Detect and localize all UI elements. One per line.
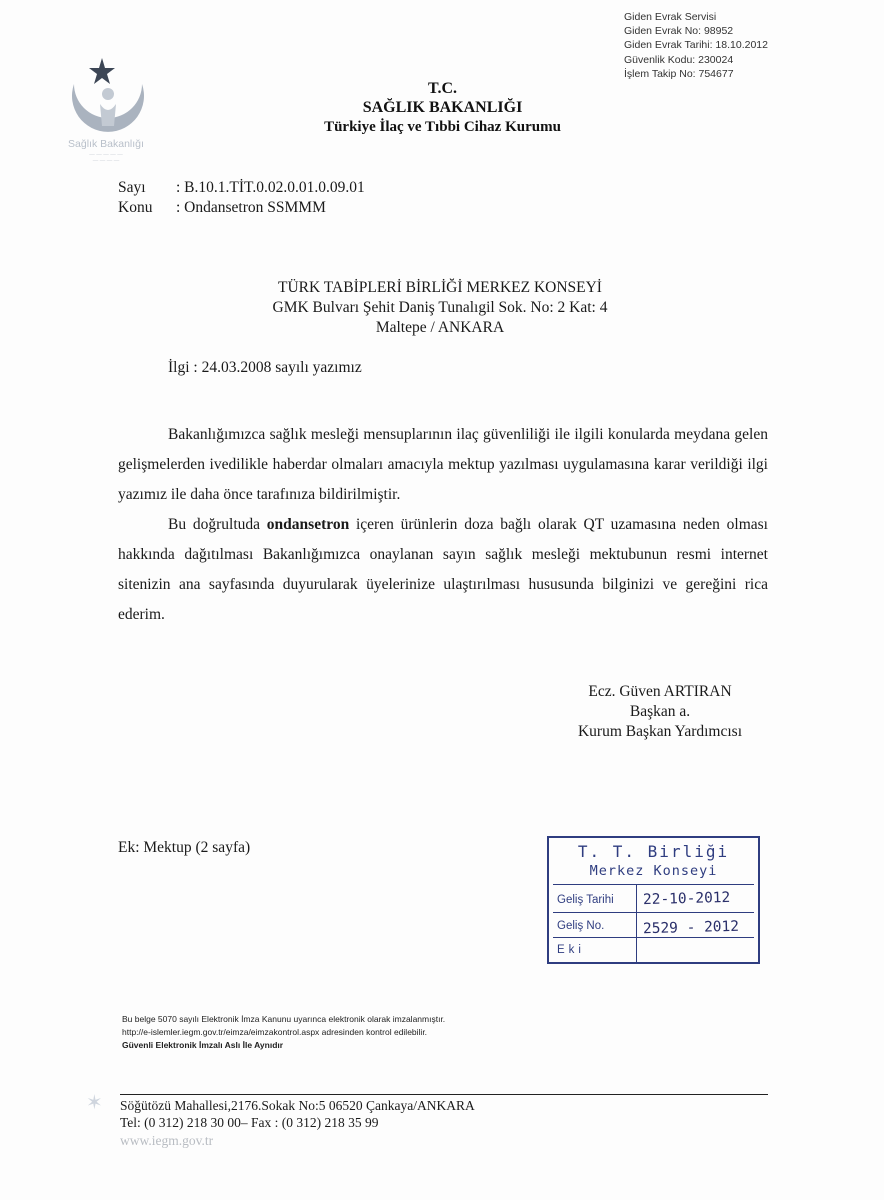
stamp-title: T. T. Birliği <box>577 842 730 861</box>
ilgi-reference: İlgi : 24.03.2008 sayılı yazımız <box>168 359 362 376</box>
stamp-date-label: Geliş Tarihi <box>557 894 614 906</box>
header-tc: T.C. <box>427 80 458 97</box>
recipient-city: Maltepe / ANKARA <box>375 319 505 336</box>
footer-star-icon: ✶ <box>86 1092 103 1114</box>
esignature-link: http://e-islemler.iegm.gov.tr/eimza/eimzakontrol.aspx adresinden kontrol edilebilir. <box>122 1027 428 1037</box>
outgoing-document-info <box>624 10 768 81</box>
logo-sublabel-decoration: — — — — — — — — — <box>89 152 123 164</box>
header-ministry: SAĞLIK BAKANLIĞI <box>362 99 523 116</box>
esignature-line-1: Bu belge 5070 sayılı Elektronik İmza Kanunu uyarınca elektronik olarak imzalanmıştır. <box>122 1014 446 1024</box>
sayi-value: : B.10.1.TİT.0.02.0.01.0.09.01 <box>176 179 365 196</box>
tracking-number: İşlem Takip No: 754677 <box>624 67 734 80</box>
signatory-title-1: Başkan a. <box>629 703 691 720</box>
stamp-column-divider <box>636 885 637 963</box>
stamp-divider <box>553 884 754 885</box>
recipient-name: TÜRK TABİPLERİ BİRLİĞİ MERKEZ KONSEYİ <box>278 279 602 296</box>
outgoing-service: Giden Evrak Servisi <box>624 11 717 23</box>
reference-sayi <box>118 178 365 197</box>
drug-name: ondansetron <box>266 516 350 533</box>
footer-divider <box>120 1094 768 1095</box>
reference-konu <box>118 198 326 217</box>
outgoing-date: Giden Evrak Tarihi: 18.10.2012 <box>624 39 768 52</box>
footer-website: www.iegm.gov.tr <box>120 1133 214 1148</box>
header-agency: Türkiye İlaç ve Tıbbi Cihaz Kurumu <box>324 119 561 135</box>
paragraph2-start: Bu doğrultuda <box>168 516 267 533</box>
recipient-street: GMK Bulvarı Şehit Daniş Tunalıgil Sok. No: 2 Kat: 4 <box>272 299 608 316</box>
stamp-date-value: 22-10-2012 <box>642 889 731 909</box>
received-stamp <box>547 836 760 964</box>
stamp-no-label: Geliş No. <box>557 920 605 932</box>
paragraph2-end: içeren ürünlerin doza bağlı olarak QT uzamasına neden olması hakkında dağıtılması Bakanlığımızca onaylanan sayın sağlık mesleği mektubunun resmi internet sitenizin ana sayfasında duyurularak üyelerinize ulaştırılması hususunda bilginizi ve gereğini rica ederim. <box>118 516 768 623</box>
konu-value: : Ondansetron SSMMM <box>176 199 326 216</box>
logo-label: Sağlık Bakanlığı <box>68 138 144 150</box>
konu-label: Konu <box>118 199 153 216</box>
attachment-note: Ek: Mektup (2 sayfa) <box>118 839 251 856</box>
stamp-divider <box>553 912 754 913</box>
stamp-ek-label: Eki <box>557 944 585 956</box>
esignature-line-3: Güvenli Elektronik İmzalı Aslı İle Aynıdır <box>122 1040 284 1050</box>
body-paragraph-1: Bakanlığımızca sağlık mesleği mensuplarının ilaç güvenliliği ile ilgili konularda meydana gelen gelişmelerden ivedilikle haberdar olmaları amacıyla mektup yazılması uygulamasına karar verildiği ilgi yazımız ile daha önce tarafınıza bildirilmiştir. <box>118 426 768 503</box>
letter-body <box>118 420 768 630</box>
footer-address: Söğütözü Mahallesi,2176.Sokak No:5 06520 Çankaya/ANKARA <box>120 1098 475 1113</box>
body-paragraph-2 <box>118 510 768 630</box>
signatory-title-2: Kurum Başkan Yardımcısı <box>577 723 743 740</box>
security-code: Güvenlik Kodu: 230024 <box>624 53 734 66</box>
stamp-no-value: 2529 - 2012 <box>642 918 740 938</box>
footer-phone: Tel: (0 312) 218 30 00– Fax : (0 312) 218 35 99 <box>120 1115 379 1130</box>
stamp-subtitle: Merkez Konseyi <box>589 863 718 879</box>
outgoing-number: Giden Evrak No: 98952 <box>624 25 734 38</box>
sayi-label: Sayı <box>118 179 146 196</box>
stamp-divider <box>553 937 754 938</box>
signatory-name: Ecz. Güven ARTIRAN <box>588 683 732 700</box>
esignature-notice <box>122 1013 445 1052</box>
